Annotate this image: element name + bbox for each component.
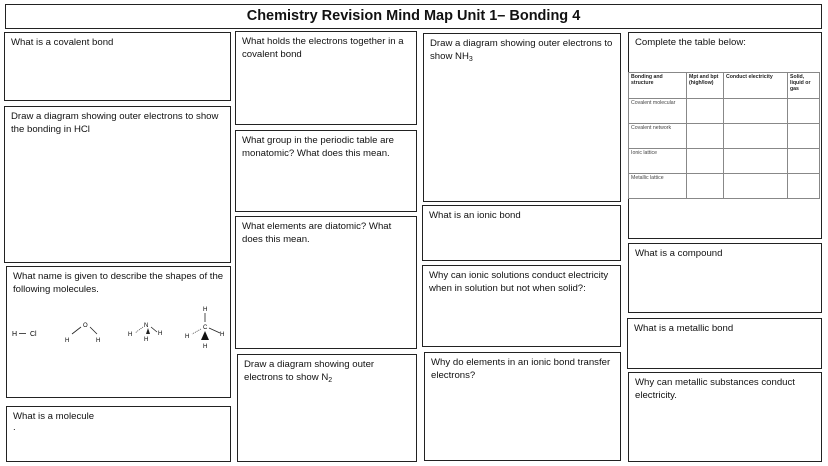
table-cell[interactable]: [687, 149, 724, 174]
table-cell[interactable]: [687, 99, 724, 124]
transfer-question: Why do elements in an ionic bond transfer electrons?: [431, 357, 611, 381]
hcl-diagram-question: Draw a diagram showing outer electrons to show the bonding in HCl: [11, 111, 219, 135]
metallic-bond-question: What is a metallic bond: [634, 323, 734, 334]
table-header-state: Solid, liquid or gas: [788, 73, 820, 99]
ammonia-n-atom: N: [144, 323, 149, 329]
monatomic-question: What group in the periodic table are monatomic? What does this mean.: [242, 135, 394, 159]
holds-electrons-box[interactable]: [235, 31, 417, 125]
monatomic-box[interactable]: [235, 130, 417, 212]
complete-table-question: Complete the table below:: [635, 37, 746, 48]
ammonia-h-atom-left: H: [128, 332, 133, 338]
holds-electrons-question: What holds the electrons together in a covalent bond: [242, 36, 404, 60]
ionic-bond-box[interactable]: [422, 205, 621, 261]
table-cell[interactable]: [724, 124, 788, 149]
table-cell[interactable]: [724, 99, 788, 124]
methane-h-atom-left: H: [185, 334, 190, 340]
shapes-box[interactable]: [6, 266, 231, 398]
transfer-box[interactable]: [424, 352, 621, 461]
molecule-box[interactable]: [6, 406, 231, 462]
ionic-conduct-question: Why can ionic solutions conduct electricity when in solution but not when solid?:: [429, 270, 609, 294]
molecule-note: .: [13, 421, 16, 433]
water-molecule: [65, 323, 100, 344]
table-row-label: Ionic lattice: [629, 149, 687, 174]
table-header-mpt: Mpt and bpt (high/low): [687, 73, 724, 99]
ammonia-h-atom-bottom: H: [144, 337, 149, 343]
table-header-conduct: Conduct electricity: [724, 73, 788, 99]
table-cell[interactable]: [788, 124, 820, 149]
methane-h-atom-right: H: [220, 332, 225, 338]
table-cell[interactable]: [788, 149, 820, 174]
hcl-h-atom: H: [12, 331, 18, 338]
n2-diagram-question: Draw a diagram showing outer electrons to show $N_2$: [244, 359, 375, 384]
nh3-diagram-question: Draw a diagram showing outer electrons to show $NH_3$: [430, 38, 613, 63]
table-cell[interactable]: [724, 149, 788, 174]
ionic-bond-question: What is an ionic bond: [429, 210, 521, 221]
hcl-cl-atom: Cl: [30, 331, 37, 338]
methane-h-atom-bottom: H: [203, 344, 208, 350]
molecule-question: What is a molecule: [13, 411, 95, 422]
table-cell[interactable]: [788, 99, 820, 124]
ionic-conduct-box[interactable]: [422, 265, 621, 347]
methane-c-atom: C: [203, 325, 208, 331]
revision-table: [628, 72, 820, 199]
water-o-atom: O: [83, 323, 88, 329]
covalent-bond-box[interactable]: [4, 32, 231, 101]
nh3-diagram-box[interactable]: [423, 33, 621, 202]
diatomic-question: What elements are diatomic? What does this mean.: [242, 221, 392, 245]
metallic-conduct-box[interactable]: [628, 372, 822, 462]
shapes-question: What name is given to describe the shapes of the following molecules.: [13, 271, 224, 295]
water-h-atom-left: H: [65, 338, 70, 344]
hcl-molecule: [12, 331, 37, 338]
methane-h-atom-top: H: [203, 307, 208, 313]
page-title: Chemistry Revision Mind Map Unit 1– Bonding 4: [5, 4, 822, 29]
table-header-bonding: Bonding and structure: [629, 73, 687, 99]
ammonia-h-atom-right: H: [158, 331, 163, 337]
table-cell[interactable]: [687, 174, 724, 199]
table-row-label: Covalent molecular: [629, 99, 687, 124]
diatomic-box[interactable]: [235, 216, 417, 349]
table-cell[interactable]: [788, 174, 820, 199]
table-row-label: Metallic lattice: [629, 174, 687, 199]
compound-question: What is a compound: [635, 248, 723, 259]
covalent-bond-question: What is a covalent bond: [11, 37, 114, 48]
table-row-label: Covalent network: [629, 124, 687, 149]
table-cell[interactable]: [687, 124, 724, 149]
compound-box[interactable]: [628, 243, 822, 313]
metallic-conduct-question: Why can metallic substances conduct electricity.: [635, 377, 795, 401]
water-h-atom-right: H: [96, 338, 101, 344]
methane-molecule: [185, 307, 224, 350]
n2-diagram-box[interactable]: [237, 354, 417, 462]
table-cell[interactable]: [724, 174, 788, 199]
metallic-bond-box[interactable]: [627, 318, 822, 369]
molecule-structures: [7, 303, 232, 383]
hcl-diagram-box[interactable]: [4, 106, 231, 263]
ammonia-molecule: [128, 323, 162, 343]
